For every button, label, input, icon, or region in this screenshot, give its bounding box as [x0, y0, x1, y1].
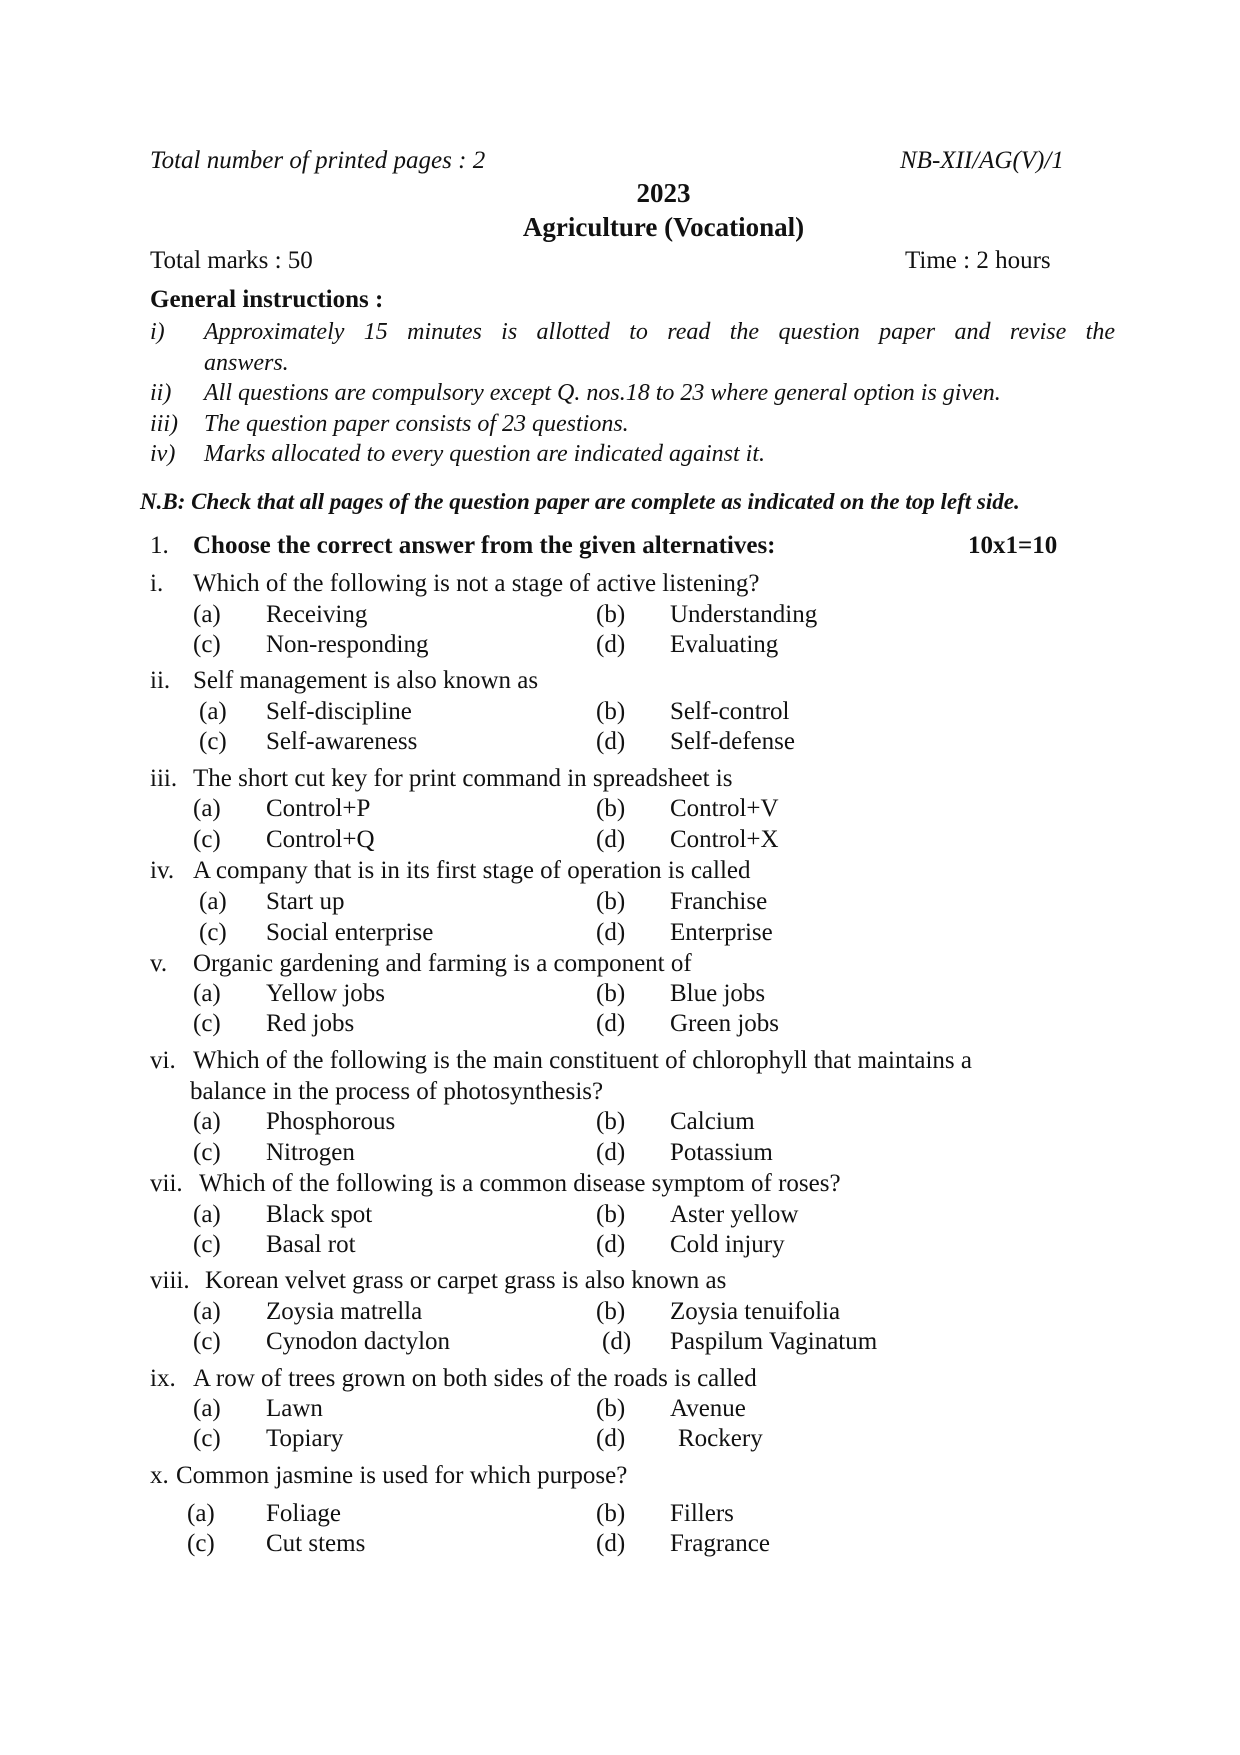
subquestion-text: Which of the following is the main constituent of chlorophyll that maintains a	[193, 1047, 973, 1074]
option-text: Zoysia matrella	[266, 1298, 423, 1325]
option-text: Control+V	[670, 795, 779, 822]
instruction-text: Approximately 15 minutes is allotted to read the question paper and revise the	[204, 319, 1115, 345]
subquestion-number: ix.	[150, 1365, 176, 1392]
instruction-text: All questions are compulsory except Q. nos.18 to 23 where general option is given.	[204, 380, 1001, 406]
option-label: (d)	[596, 1010, 626, 1037]
option-label: (c)	[193, 1231, 221, 1258]
subquestion-number: i.	[150, 570, 164, 597]
subquestion-number: vii.	[150, 1170, 183, 1197]
option-label: (a)	[199, 698, 227, 725]
option-text: Self-discipline	[266, 698, 412, 725]
instruction-number: iii)	[150, 411, 178, 437]
option-text: Self-control	[670, 698, 790, 725]
instruction-text-continued: answers.	[204, 350, 289, 376]
question-marks: 10x1=10	[968, 532, 1058, 559]
option-text: Control+Q	[266, 826, 375, 853]
option-label: (d)	[596, 1231, 626, 1258]
subquestion-number: viii.	[150, 1267, 190, 1294]
option-text: Phosphorous	[266, 1108, 396, 1135]
option-label: (d)	[596, 826, 626, 853]
option-label: (a)	[193, 795, 221, 822]
option-label: (c)	[199, 728, 227, 755]
instruction-number: iv)	[150, 441, 176, 467]
option-text: Zoysia tenuifolia	[670, 1298, 841, 1325]
option-label: (b)	[596, 1500, 626, 1527]
option-text: Control+X	[670, 826, 779, 853]
exam-year: 2023	[636, 178, 691, 208]
option-label: (b)	[596, 1298, 626, 1325]
option-text: Evaluating	[670, 631, 779, 658]
option-text: Yellow jobs	[266, 980, 386, 1007]
option-text: Red jobs	[266, 1010, 355, 1037]
option-text: Franchise	[670, 888, 768, 915]
instruction-text: Marks allocated to every question are indicated against it.	[204, 441, 765, 467]
option-text: Enterprise	[670, 919, 773, 946]
printed-pages-note: Total number of printed pages : 2	[150, 147, 486, 174]
subject-title: Agriculture (Vocational)	[522, 212, 805, 242]
option-label: (a)	[187, 1500, 215, 1527]
option-text: Start up	[266, 888, 345, 915]
option-label: (b)	[596, 1395, 626, 1422]
subquestion-number: vi.	[150, 1047, 176, 1074]
option-label: (d)	[596, 1425, 626, 1452]
option-label: (c)	[187, 1530, 215, 1557]
subquestion-text: A row of trees grown on both sides of the roads is called	[193, 1365, 757, 1392]
option-text: Green jobs	[670, 1010, 779, 1037]
option-label: (a)	[193, 1298, 221, 1325]
option-text: Self-awareness	[266, 728, 418, 755]
subquestion-text: A company that is in its first stage of operation is called	[193, 857, 751, 884]
instruction-number: ii)	[150, 380, 172, 406]
option-label: (d)	[596, 728, 626, 755]
option-text: Basal rot	[266, 1231, 356, 1258]
option-label: (c)	[193, 1328, 221, 1355]
option-label: (b)	[596, 980, 626, 1007]
option-label: (d)	[596, 631, 626, 658]
subquestion-text: The short cut key for print command in spreadsheet is	[193, 765, 733, 792]
option-label: (b)	[596, 1108, 626, 1135]
subquestion-text: Korean velvet grass or carpet grass is also known as	[205, 1267, 727, 1294]
option-text: Potassium	[670, 1139, 773, 1166]
option-text: Black spot	[266, 1201, 373, 1228]
option-label: (a)	[193, 980, 221, 1007]
option-text: Aster yellow	[670, 1201, 799, 1228]
subquestion-number: iv.	[150, 857, 175, 884]
total-marks: Total marks : 50	[150, 247, 313, 274]
subquestion-text: Self management is also known as	[193, 667, 539, 694]
option-label: (b)	[596, 698, 626, 725]
option-text: Nitrogen	[266, 1139, 355, 1166]
instruction-text: The question paper consists of 23 questions.	[204, 411, 629, 437]
option-text: Paspilum Vaginatum	[670, 1328, 878, 1355]
option-text: Non-responding	[266, 631, 429, 658]
instruction-number: i)	[150, 319, 165, 345]
option-text: Receiving	[266, 601, 368, 628]
option-label: (a)	[193, 601, 221, 628]
option-label: (c)	[193, 1139, 221, 1166]
option-label: (d)	[596, 1530, 626, 1557]
option-text: Understanding	[670, 601, 818, 628]
exam-time: Time : 2 hours	[905, 247, 1051, 274]
option-label: (a)	[199, 888, 227, 915]
option-text: Rockery	[678, 1425, 763, 1452]
subquestion-number: ii.	[150, 667, 171, 694]
option-text: Self-defense	[670, 728, 795, 755]
option-text: Fragrance	[670, 1530, 770, 1557]
option-text: Avenue	[670, 1395, 746, 1422]
option-label: (b)	[596, 601, 626, 628]
subquestion-text: Organic gardening and farming is a component of	[193, 950, 692, 977]
subquestion-text-continued: balance in the process of photosynthesis?	[190, 1078, 604, 1105]
option-label: (a)	[193, 1108, 221, 1135]
nb-note: N.B: Check that all pages of the question paper are complete as indicated on the top left side.	[140, 489, 1020, 514]
option-label: (b)	[596, 1201, 626, 1228]
option-label: (d)	[596, 1139, 626, 1166]
option-text: Topiary	[266, 1425, 344, 1452]
option-label: (b)	[596, 888, 626, 915]
paper-code: NB-XII/AG(V)/1	[900, 147, 1064, 174]
subquestion-number: iii.	[150, 765, 178, 792]
option-label: (a)	[193, 1395, 221, 1422]
option-label: (c)	[193, 1425, 221, 1452]
subquestion-text: Common jasmine is used for which purpose?	[176, 1462, 628, 1489]
option-label: (b)	[596, 795, 626, 822]
option-label: (c)	[193, 826, 221, 853]
option-text: Cold injury	[670, 1231, 785, 1258]
instructions-title: General instructions :	[150, 286, 384, 313]
option-text: Foliage	[266, 1500, 341, 1527]
subquestion-text: Which of the following is a common disease symptom of roses?	[199, 1170, 841, 1197]
subquestion-number: v.	[150, 950, 168, 977]
subquestion-number: x.	[150, 1462, 169, 1489]
option-label: (d)	[602, 1328, 632, 1355]
question-number: 1.	[150, 532, 169, 559]
question-text: Choose the correct answer from the given alternatives:	[193, 532, 776, 559]
option-text: Calcium	[670, 1108, 755, 1135]
option-text: Cut stems	[266, 1530, 366, 1557]
option-text: Fillers	[670, 1500, 734, 1527]
option-label: (d)	[596, 919, 626, 946]
option-label: (c)	[193, 1010, 221, 1037]
option-text: Cynodon dactylon	[266, 1328, 451, 1355]
option-text: Control+P	[266, 795, 371, 822]
option-text: Blue jobs	[670, 980, 766, 1007]
option-label: (c)	[199, 919, 227, 946]
option-label: (a)	[193, 1201, 221, 1228]
option-text: Social enterprise	[266, 919, 434, 946]
option-label: (c)	[193, 631, 221, 658]
subquestion-text: Which of the following is not a stage of active listening?	[193, 570, 760, 597]
option-text: Lawn	[266, 1395, 323, 1422]
